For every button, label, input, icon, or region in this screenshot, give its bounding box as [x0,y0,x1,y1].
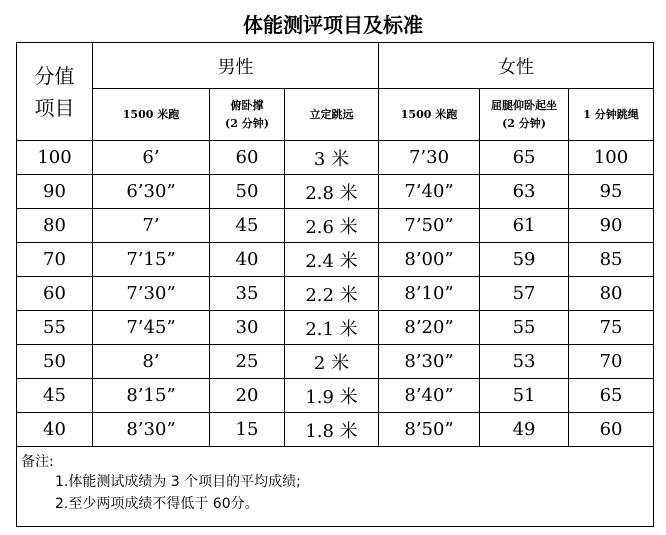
standard-cell: 7’15” [93,243,210,277]
standard-cell: 15 [210,413,285,447]
score-item-header [17,43,93,141]
score-cell: 80 [17,209,93,243]
score-cell: 100 [17,141,93,175]
standard-cell: 2.1 米 [285,311,379,345]
standard-cell: 40 [210,243,285,277]
female-item-header [379,89,480,141]
standard-cell: 80 [569,277,654,311]
item-duration: (2 分钟) [225,116,269,130]
table-row [17,175,654,209]
score-cell: 90 [17,175,93,209]
standard-cell: 53 [480,345,569,379]
standard-cell: 8’10” [379,277,480,311]
item-name: 1 分钟跳绳 [583,107,639,121]
standard-cell: 3 米 [285,141,379,175]
standard-cell: 8’30” [93,413,210,447]
standard-cell: 60 [569,413,654,447]
score-cell: 60 [17,277,93,311]
standard-cell: 95 [569,175,654,209]
standard-cell: 2.6 米 [285,209,379,243]
standard-cell: 90 [569,209,654,243]
standard-cell: 7’40” [379,175,480,209]
item-name: 1500 米跑 [122,107,180,121]
item-name: 1500 米跑 [400,107,458,121]
male-group-header: 男性 [93,43,379,89]
table-row [17,345,654,379]
table-row [17,209,654,243]
standard-cell: 85 [569,243,654,277]
standard-cell: 8’30” [379,345,480,379]
standard-cell: 2.2 米 [285,277,379,311]
score-cell: 55 [17,311,93,345]
score-label: 分值 [34,63,75,88]
score-cell: 45 [17,379,93,413]
male-item-header [93,89,210,141]
standard-cell: 51 [480,379,569,413]
page-title: 体能测评项目及标准 [243,13,423,37]
standard-cell: 61 [480,209,569,243]
standard-cell: 50 [210,175,285,209]
standard-cell: 45 [210,209,285,243]
standard-cell: 75 [569,311,654,345]
table-row [17,243,654,277]
standard-cell: 7’50” [379,209,480,243]
standard-cell: 65 [569,379,654,413]
standard-cell: 1.9 米 [285,379,379,413]
standards-table [16,42,654,527]
standard-cell: 25 [210,345,285,379]
standard-cell: 63 [480,175,569,209]
table-row [17,141,654,175]
standard-cell: 8’20” [379,311,480,345]
table-row [17,277,654,311]
standard-cell: 6’30” [93,175,210,209]
standard-cell: 7’30 [379,141,480,175]
standard-cell: 59 [480,243,569,277]
standard-cell: 20 [210,379,285,413]
item-name: 立定跳远 [309,107,354,121]
standard-cell: 55 [480,311,569,345]
table-row [17,379,654,413]
note-item: 1.体能测试成绩为 3 个项目的平均成绩; [55,474,301,490]
standard-cell: 70 [569,345,654,379]
standard-cell: 35 [210,277,285,311]
standard-cell: 8’ [93,345,210,379]
standard-cell: 8’15” [93,379,210,413]
standard-cell: 7’30” [93,277,210,311]
item-duration: (2 分钟) [502,116,546,130]
score-cell: 70 [17,243,93,277]
standard-cell: 49 [480,413,569,447]
female-item-header [569,89,654,141]
score-cell: 40 [17,413,93,447]
standard-cell: 8’00” [379,243,480,277]
item-name: 俯卧撑 [230,98,264,112]
note-item: 2.至少两项成绩不得低于 60分。 [55,496,259,512]
standard-cell: 2 米 [285,345,379,379]
standard-cell: 65 [480,141,569,175]
sub-header-row [17,89,654,141]
male-item-header [285,89,379,141]
standard-cell: 2.8 米 [285,175,379,209]
standard-cell: 7’45” [93,311,210,345]
female-item-header [480,89,569,141]
standard-cell: 57 [480,277,569,311]
standard-cell: 1.8 米 [285,413,379,447]
notes-section [17,447,654,527]
item-name: 屈腿仰卧起坐 [491,98,558,112]
standard-cell: 30 [210,311,285,345]
notes-list [17,471,653,515]
notes-label: 备注: [21,454,54,470]
standard-cell: 100 [569,141,654,175]
table-row [17,311,654,345]
standard-cell: 8’50” [379,413,480,447]
standard-cell: 60 [210,141,285,175]
standard-cell: 8’40” [379,379,480,413]
table-row [17,413,654,447]
item-label: 项目 [34,95,75,120]
male-item-header [210,89,285,141]
standard-cell: 7’ [93,209,210,243]
standard-cell: 6’ [93,141,210,175]
standard-cell: 2.4 米 [285,243,379,277]
score-cell: 50 [17,345,93,379]
female-group-header: 女性 [379,43,654,89]
